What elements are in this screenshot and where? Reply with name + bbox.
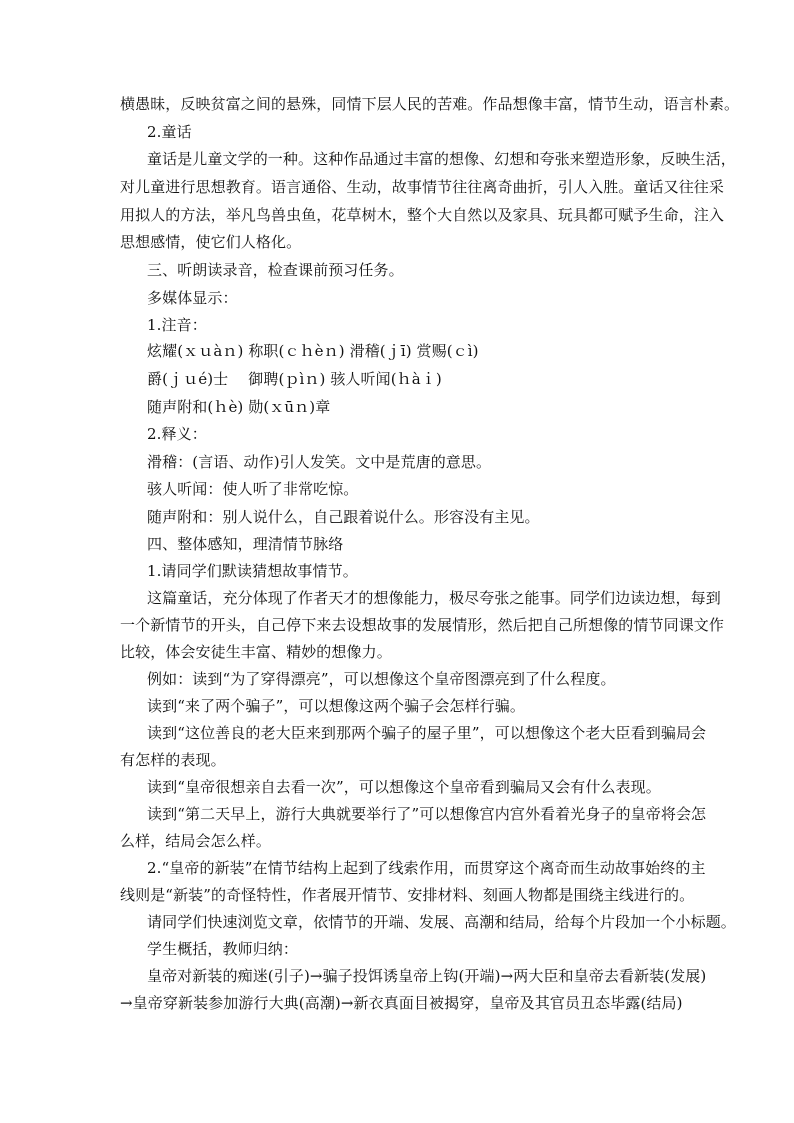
- section-heading: 三、听朗读录音，检查课前预习任务。: [147, 261, 404, 279]
- text-line: 有怎样的表现。: [120, 751, 226, 769]
- text-line: 思想感情，使它们人格化。: [120, 233, 302, 251]
- text-line: 用拟人的方法，举凡鸟兽虫鱼，花草树木，整个大自然以及家具、玩具都可赋予生命，注入: [120, 206, 725, 224]
- text-line: 线则是“新装”的奇怪特性，作者展开情节、安排材料、刻画人物都是围绕主线进行的。: [120, 886, 695, 904]
- text-line: 随声附和：别人说什么，自己跟着说什么。形容没有主见。: [147, 508, 540, 526]
- text-line: 横愚昧，反映贫富之间的悬殊，同情下层人民的苦难。作品想像丰富，情节生动，语言朴素。: [120, 95, 740, 113]
- text-line: 读到“这位善良的老大臣来到那两个骗子的屋子里”，可以想像这个老大臣看到骗局会: [147, 724, 707, 742]
- text-line: 对儿童进行思想教育。语言通俗、生动，故事情节往往离奇曲折，引人入胜。童话又往往采: [120, 178, 725, 196]
- text-line: 读到“皇帝很想亲自去看一次”，可以想像这个皇帝看到骗局又会有什么表现。: [147, 778, 661, 796]
- text-line: 1.请同学们默读猜想故事情节。: [147, 562, 358, 580]
- text-line: 爵(ｊｕé)士 御聘(ｐìｎ) 骇人听闻(ｈàｉ): [147, 370, 442, 388]
- section-heading: 2.释义：: [147, 425, 207, 443]
- text-line: 随声附和(ｈè) 勋(ｘūｎ)章: [147, 398, 331, 416]
- text-line: 多媒体显示：: [147, 289, 238, 307]
- text-line: 炫耀(ｘｕàｎ) 称职(ｃｈèｎ) 滑稽(ｊī) 赏赐(ｃì): [147, 342, 479, 360]
- text-line: 例如：读到“为了穿得漂亮”，可以想像这个皇帝图漂亮到了什么程度。: [147, 670, 616, 688]
- text-line: 滑稽：(言语、动作)引人发笑。文中是荒唐的意思。: [147, 453, 492, 471]
- text-line: 童话是儿童文学的一种。这种作品通过丰富的想像、幻想和夸张来塑造形象，反映生活，: [147, 150, 736, 168]
- text-line: 骇人听闻：使人听了非常吃惊。: [147, 480, 359, 498]
- text-line: 一个新情节的开头，自己停下来去设想故事的发展情形，然后把自己所想像的情节同课文作: [120, 616, 725, 634]
- text-line: 学生概括，教师归纳：: [147, 940, 299, 958]
- text-line: 读到“来了两个骗子”，可以想像这两个骗子会怎样行骗。: [147, 697, 525, 715]
- section-heading: 1.注音：: [147, 316, 207, 334]
- text-line: 比较，体会安徒生丰富、精妙的想像力。: [120, 643, 392, 661]
- text-line: →皇帝穿新装参加游行大典(高潮)→新衣真面目被揭穿，皇帝及其官员丑态毕露(结局): [120, 994, 683, 1012]
- text-line: 这篇童话，充分体现了作者天才的想像能力，极尽夸张之能事。同学们边读边想，每到: [147, 589, 721, 607]
- section-heading: 四、整体感知，理清情节脉络: [147, 535, 344, 553]
- text-line: 请同学们快速浏览文章，依情节的开端、发展、高潮和结局，给每个片段加一个小标题。: [147, 913, 736, 931]
- text-line: 读到“第二天早上，游行大典就要举行了”可以想像宫内宫外看着光身子的皇帝将会怎: [147, 805, 707, 823]
- section-heading: 2.童话: [147, 123, 192, 141]
- text-line: 皇帝对新装的痴迷(引子)→骗子投饵诱皇帝上钩(开端)→两大臣和皇帝去看新装(发展): [147, 967, 707, 985]
- text-line: 么样，结局会怎么样。: [120, 832, 272, 850]
- text-line: 2.“皇帝的新装”在情节结构上起到了线索作用，而贯穿这个离奇而生动故事始终的主: [147, 859, 706, 877]
